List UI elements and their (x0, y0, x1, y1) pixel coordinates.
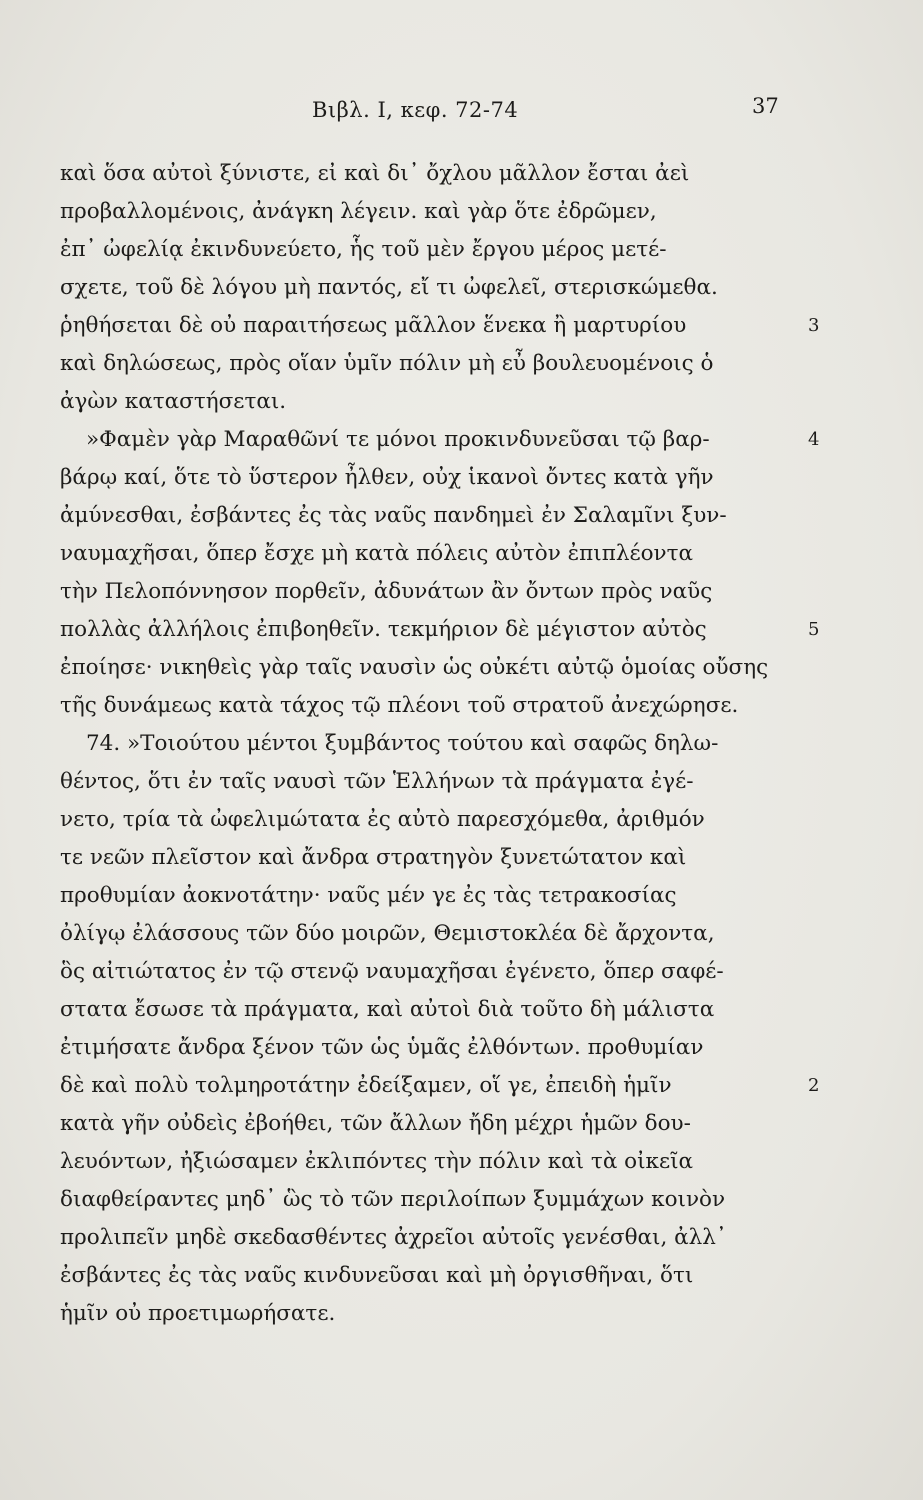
text-line: καὶ ὅσα αὐτοὶ ξύνιστε, εἰ καὶ δι᾿ ὄχλου μᾶλλον ἔσται ἀεὶ (60, 161, 690, 186)
page-header (0, 88, 923, 128)
text-line: δὲ καὶ πολὺ τολμηροτάτην ἐδείξαμεν, οἵ γε, ἐπειδὴ ἡμῖν (60, 1073, 672, 1098)
text-line: θέντος, ὅτι ἐν ταῖς ναυσὶ τῶν Ἑλλήνων τὰ πράγματα ἐγέ- (60, 769, 694, 794)
text-line: ναυμαχῆσαι, ὅπερ ἔσχε μὴ κατὰ πόλεις αὐτὸν ἐπιπλέοντα (60, 541, 694, 566)
running-head: Βιβλ. Ι, κεφ. 72-74 (312, 98, 519, 122)
text-line: ῥηθήσεται δὲ οὐ παραιτήσεως μᾶλλον ἕνεκα ἢ μαρτυρίου (60, 313, 687, 338)
text-line: ἀγὼν καταστήσεται. (60, 389, 287, 414)
text-line: λευόντων, ἠξιώσαμεν ἐκλιπόντες τὴν πόλιν καὶ τὰ οἰκεῖα (60, 1149, 694, 1174)
text-line: ἀμύνεσθαι, ἐσβάντες ἐς τὰς ναῦς πανδημεὶ ἐν Σαλαμῖνι ξυν- (60, 503, 727, 528)
text-line: »Φαμὲν γὰρ Μαραθῶνί τε μόνοι προκινδυνεῦσαι τῷ βαρ- (86, 427, 710, 452)
text-line: προθυμίαν ἀοκνοτάτην· ναῦς μέν γε ἐς τὰς τετρακοσίας (60, 883, 677, 908)
text-line: κατὰ γῆν οὐδεὶς ἐβοήθει, τῶν ἄλλων ἤδη μέχρι ἡμῶν δου- (60, 1111, 691, 1136)
text-line: ἐπ᾿ ὠφελίᾳ ἐκινδυνεύετο, ἧς τοῦ μὲν ἔργου μέρος μετέ- (60, 237, 667, 262)
text-line: ἐποίησε· νικηθεὶς γὰρ ταῖς ναυσὶν ὡς οὐκέτι αὐτῷ ὁμοίας οὔσης (60, 655, 769, 680)
text-line: στατα ἔσωσε τὰ πράγματα, καὶ αὐτοὶ διὰ τοῦτο δὴ μάλιστα (60, 997, 715, 1022)
text-line: βάρῳ καί, ὅτε τὸ ὕστερον ἦλθεν, οὐχ ἱκανοὶ ὄντες κατὰ γῆν (60, 465, 714, 490)
text-line: προλιπεῖν μηδὲ σκεδασθέντες ἀχρεῖοι αὐτοῖς γενέσθαι, ἀλλ᾿ (60, 1225, 727, 1250)
text-line: προβαλλομένοις, ἀνάγκη λέγειν. καὶ γὰρ ὅτε ἐδρῶμεν, (60, 199, 657, 224)
margin-section-number: 5 (808, 619, 820, 640)
text-line: ὀλίγῳ ἐλάσσους τῶν δύο μοιρῶν, Θεμιστοκλέα δὲ ἄρχοντα, (60, 921, 715, 946)
text-line: ἐτιμήσατε ἄνδρα ξένον τῶν ὡς ὑμᾶς ἐλθόντων. προθυμίαν (60, 1035, 704, 1060)
text-line: τε νεῶν πλεῖστον καὶ ἄνδρα στρατηγὸν ξυνετώτατον καὶ (60, 845, 687, 870)
page-number: 37 (752, 94, 779, 118)
margin-section-number: 3 (808, 315, 820, 336)
text-line: νετο, τρία τὰ ὠφελιμώτατα ἐς αὐτὸ παρεσχόμεθα, ἀριθμόν (60, 807, 705, 832)
text-line: 74. »Τοιούτου μέντοι ξυμβάντος τούτου καὶ σαφῶς δηλω- (86, 731, 719, 756)
text-line: ἡμῖν οὐ προετιμωρήσατε. (60, 1301, 336, 1326)
text-line: καὶ δηλώσεως, πρὸς οἵαν ὑμῖν πόλιν μὴ εὖ βουλευομένοις ὁ (60, 351, 714, 376)
text-line: πολλὰς ἀλλήλοις ἐπιβοηθεῖν. τεκμήριον δὲ μέγιστον αὐτὸς (60, 617, 707, 642)
text-line: σχετε, τοῦ δὲ λόγου μὴ παντός, εἴ τι ὠφελεῖ, στερισκώμεθα. (60, 275, 718, 300)
text-line: διαφθείραντες μηδ᾿ ὣς τὸ τῶν περιλοίπων ξυμμάχων κοινὸν (60, 1187, 726, 1212)
margin-section-number: 2 (808, 1075, 820, 1096)
text-line: ἐσβάντες ἐς τὰς ναῦς κινδυνεῦσαι καὶ μὴ ὀργισθῆναι, ὅτι (60, 1263, 694, 1288)
text-line: ὃς αἰτιώτατος ἐν τῷ στενῷ ναυμαχῆσαι ἐγένετο, ὅπερ σαφέ- (60, 959, 724, 984)
text-line: τὴν Πελοπόννησον πορθεῖν, ἀδυνάτων ἂν ὄντων πρὸς ναῦς (60, 579, 713, 604)
text-line: τῆς δυνάμεως κατὰ τάχος τῷ πλέονι τοῦ στρατοῦ ἀνεχώρησε. (60, 693, 739, 718)
margin-section-number: 4 (808, 429, 820, 450)
